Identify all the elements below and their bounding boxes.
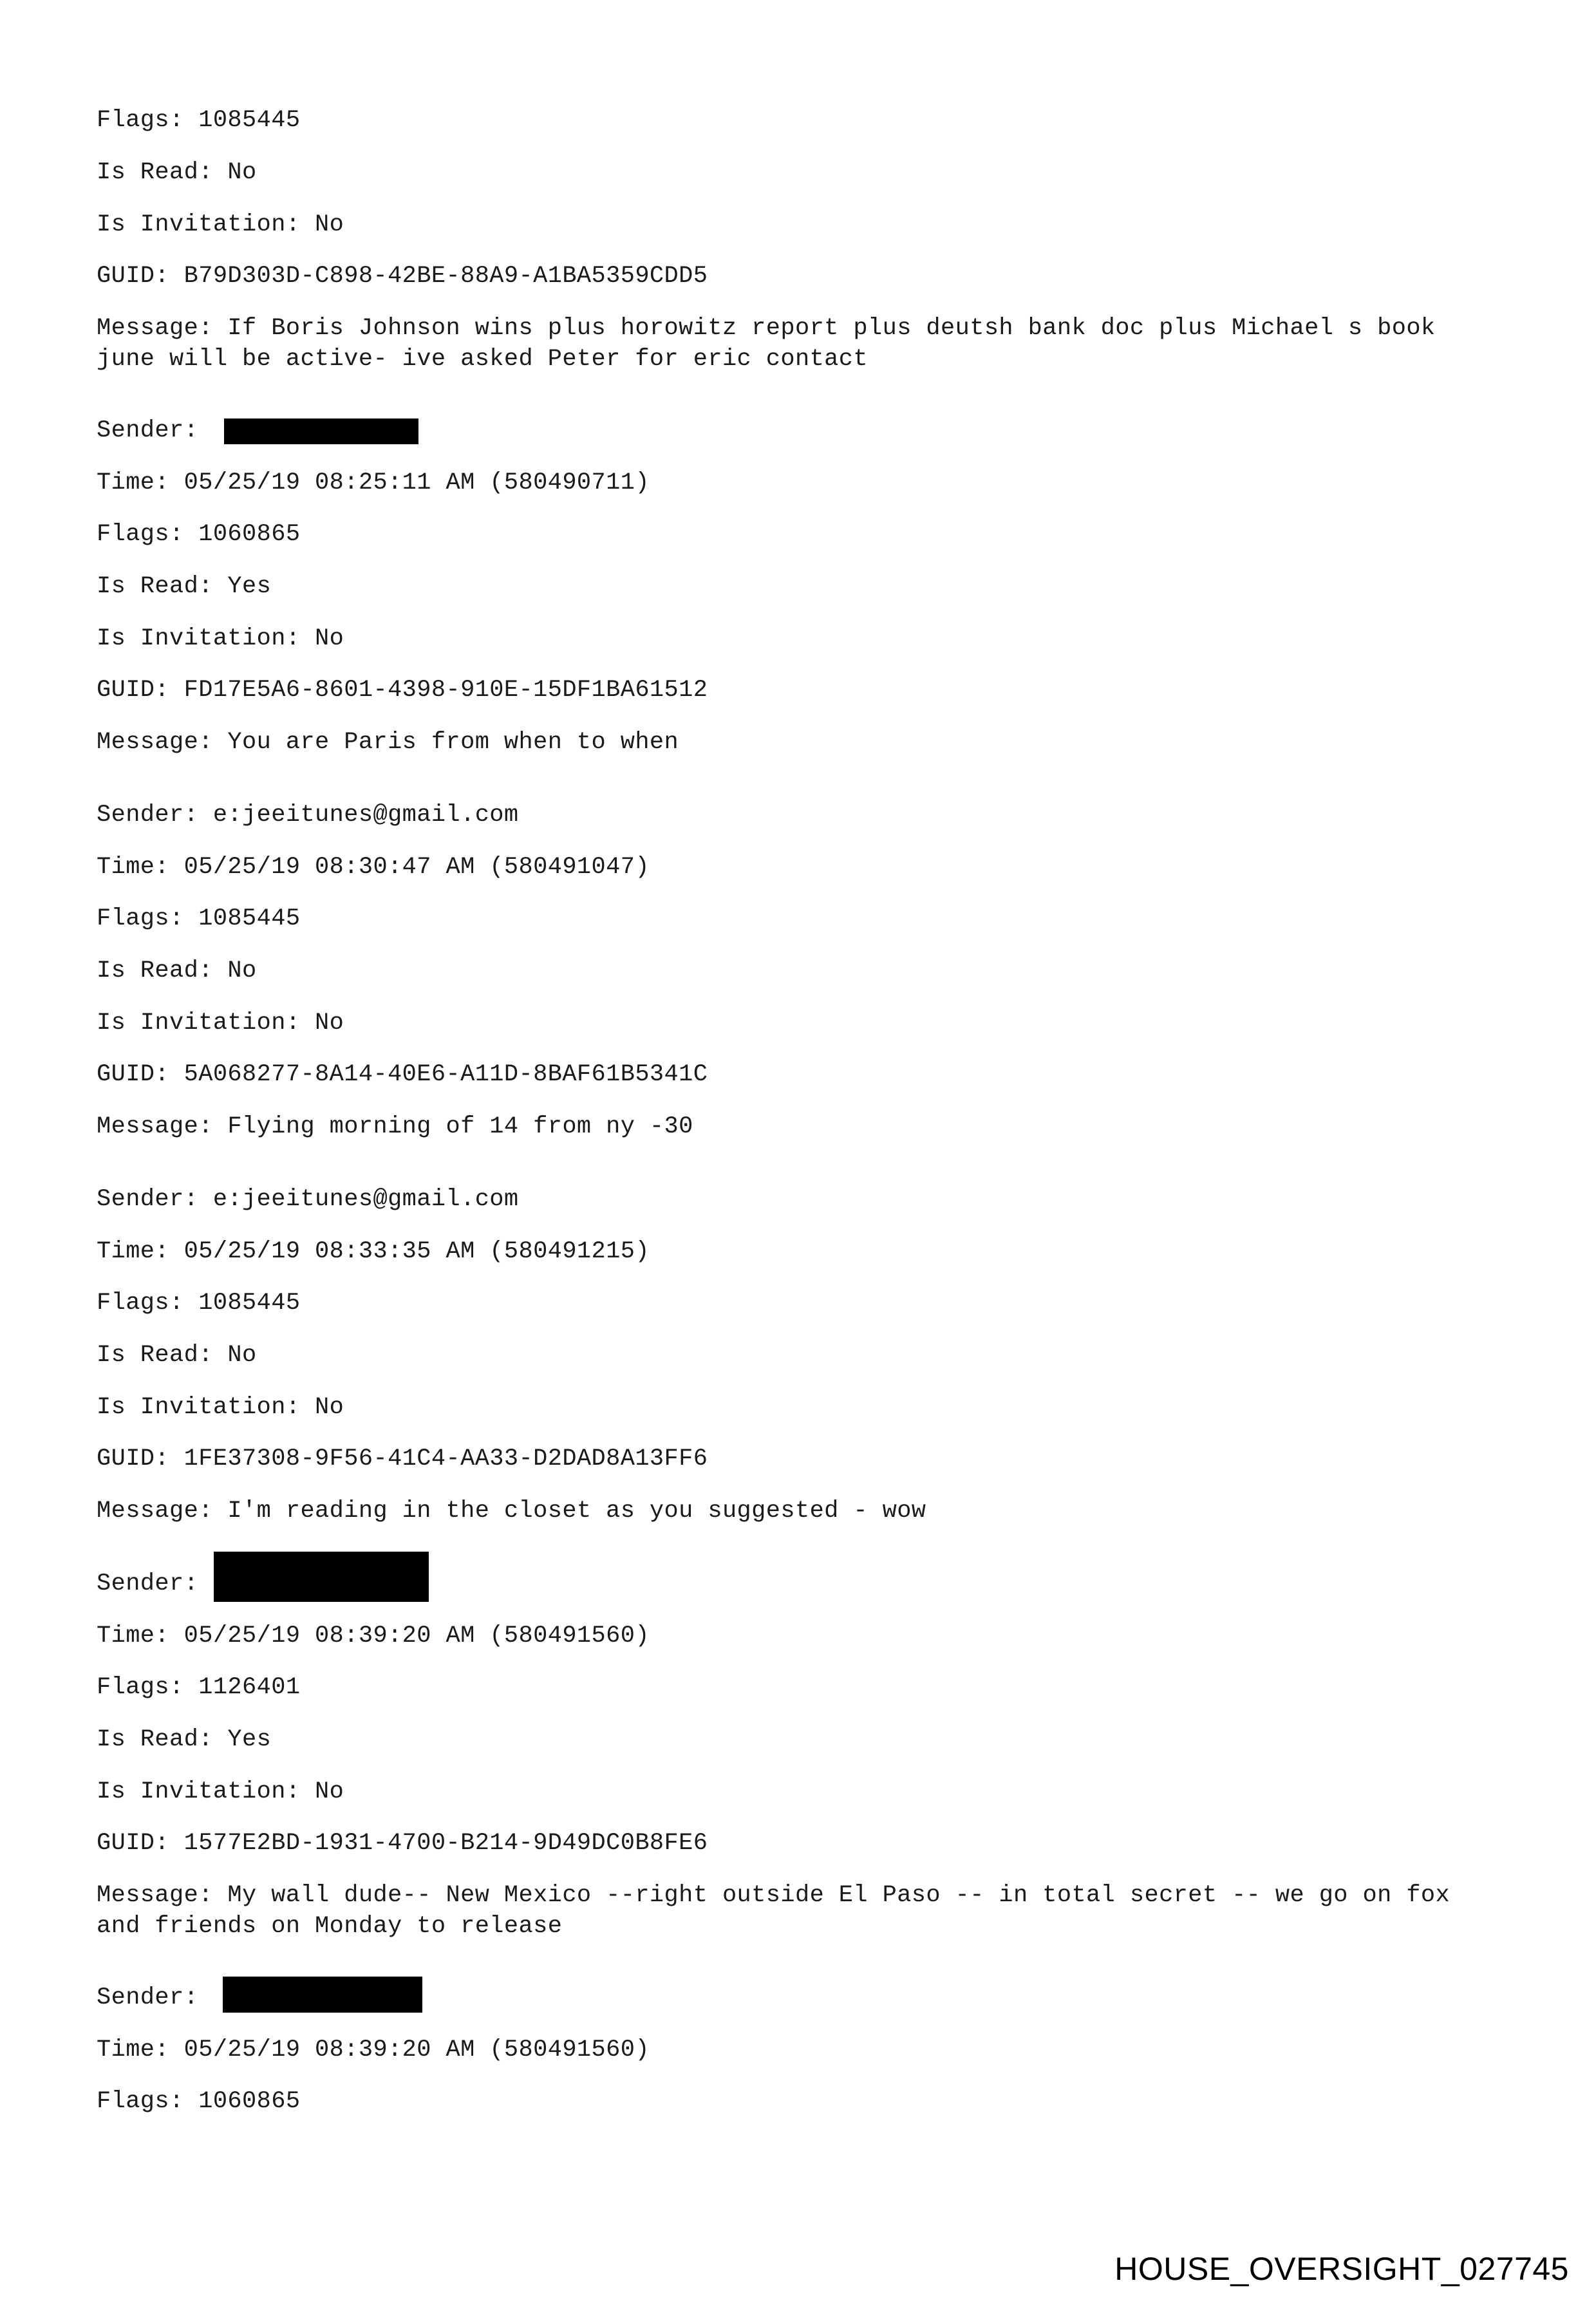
is-invitation-line: Is Invitation: No [97,1778,344,1805]
time-line: Time: 05/25/19 08:33:35 AM (580491215) [97,1238,650,1265]
sender-redaction [224,418,418,444]
sender-line: Sender: e:jeeitunes@gmail.com [97,1186,519,1213]
message-line: Message: You are Paris from when to when [97,729,679,756]
is-read-line: Is Read: No [97,159,257,186]
is-invitation-line: Is Invitation: No [97,625,344,652]
is-invitation-line: Is Invitation: No [97,211,344,238]
sender-line: Sender: e:jeeitunes@gmail.com [97,802,519,829]
sender-line: Sender: [97,417,199,444]
guid-line: GUID: FD17E5A6-8601-4398-910E-15DF1BA61512 [97,677,708,704]
message-line: Message: My wall dude-- New Mexico --right outside El Paso -- in total secret -- we go on fox and friends on Monday to release [97,1882,1450,1940]
is-invitation-line: Is Invitation: No [97,1394,344,1421]
is-read-line: Is Read: No [97,957,257,984]
flags-line: Flags: 1085445 [97,1290,301,1317]
bates-number: HOUSE_OVERSIGHT_027745 [1114,2251,1569,2287]
is-read-line: Is Read: Yes [97,573,272,600]
guid-line: GUID: B79D303D-C898-42BE-88A9-A1BA5359CDD5 [97,263,708,290]
flags-line: Flags: 1060865 [97,521,301,548]
flags-line: Flags: 1085445 [97,905,301,932]
message-line: Message: If Boris Johnson wins plus horowitz report plus deutsh bank doc plus Michael s book june will be active- ive asked Peter for eric contact [97,315,1436,373]
flags-line: Flags: 1085445 [97,107,301,134]
flags-line: Flags: 1126401 [97,1674,301,1701]
is-invitation-line: Is Invitation: No [97,1010,344,1037]
time-line: Time: 05/25/19 08:30:47 AM (580491047) [97,854,650,881]
guid-line: GUID: 1577E2BD-1931-4700-B214-9D49DC0B8FE6 [97,1830,708,1857]
time-line: Time: 05/25/19 08:39:20 AM (580491560) [97,1622,650,1650]
guid-line: GUID: 5A068277-8A14-40E6-A11D-8BAF61B5341C [97,1061,708,1088]
sender-redaction [223,1977,422,2013]
time-line: Time: 05/25/19 08:39:20 AM (580491560) [97,2036,650,2063]
is-read-line: Is Read: Yes [97,1726,272,1753]
sender-redaction [214,1552,429,1602]
sender-line: Sender: [97,1570,199,1597]
sender-line: Sender: [97,1984,199,2011]
is-read-line: Is Read: No [97,1342,257,1369]
guid-line: GUID: 1FE37308-9F56-41C4-AA33-D2DAD8A13FF6 [97,1445,708,1472]
flags-line: Flags: 1060865 [97,2088,301,2115]
time-line: Time: 05/25/19 08:25:11 AM (580490711) [97,469,650,496]
message-line: Message: I'm reading in the closet as you suggested - wow [97,1498,926,1525]
message-line: Message: Flying morning of 14 from ny -30 [97,1113,693,1140]
